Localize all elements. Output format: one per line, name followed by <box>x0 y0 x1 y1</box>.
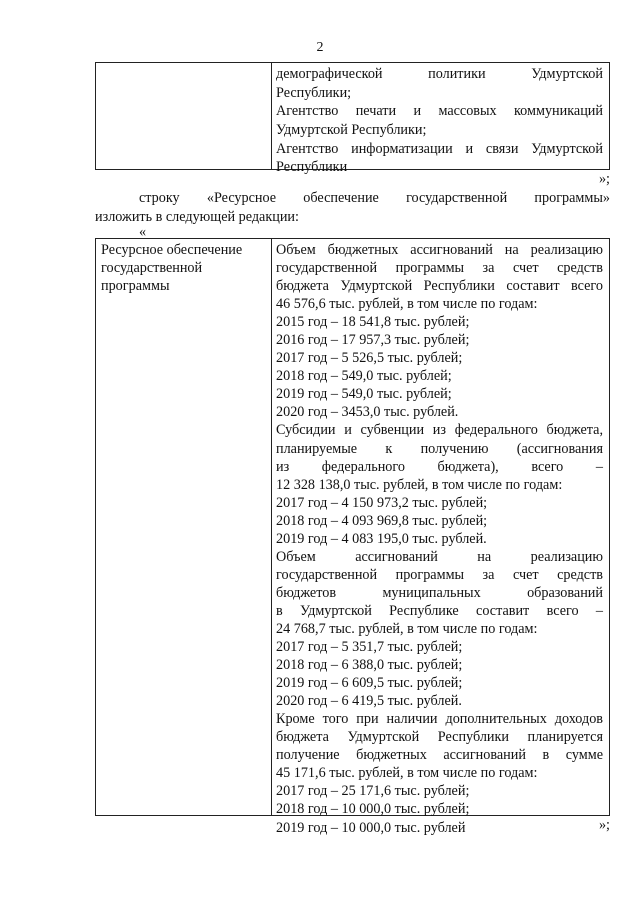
cell-text-line: Субсидии и субвенции из федерального бюджета, <box>276 422 603 439</box>
cell-text-line: 2019 год – 10 000,0 тыс. рублей <box>276 819 466 836</box>
cell-text-line: 46 576,6 тыс. рублей, в том числе по годам: <box>276 296 538 313</box>
column-divider <box>271 239 272 815</box>
closing-quote: »; <box>598 171 610 187</box>
cell-text-line: 2017 год – 5 526,5 тыс. рублей; <box>276 350 463 367</box>
row-header-line: программы <box>101 278 170 295</box>
cell-text-line: демографической политики Удмуртской <box>276 66 603 82</box>
row-header-line: государственной <box>101 260 203 277</box>
cell-text-line: 2016 год – 17 957,3 тыс. рублей; <box>276 332 470 349</box>
cell-text-line: в Удмуртской Республике составит всего – <box>276 602 603 619</box>
cell-text-line: бюджетов муниципальных образований <box>276 584 603 601</box>
paragraph-line: изложить в следующей редакции: <box>95 208 299 225</box>
cell-text-line: Объем ассигнований на реализацию <box>276 548 603 565</box>
closing-quote: »; <box>598 817 610 833</box>
cell-text-line: 2020 год – 3453,0 тыс. рублей. <box>276 404 459 421</box>
cell-text-line: 2017 год – 5 351,7 тыс. рублей; <box>276 639 463 656</box>
cell-text-line: получение бюджетных ассигнований в сумме <box>276 747 603 764</box>
cell-text-line: 2019 год – 6 609,5 тыс. рублей; <box>276 675 463 692</box>
cell-text-line: планируемые к получению (ассигнования <box>276 440 603 457</box>
cell-text-line: 24 768,7 тыс. рублей, в том числе по годам: <box>276 620 538 637</box>
cell-text-line: 2018 год – 6 388,0 тыс. рублей; <box>276 657 463 674</box>
cell-text-line: Удмуртской Республики; <box>276 122 427 139</box>
cell-text-line: Агентство печати и массовых коммуникаций <box>276 103 603 120</box>
cell-text-line: 2018 год – 10 000,0 тыс. рублей; <box>276 801 470 818</box>
cell-text-line: из федерального бюджета), всего – <box>276 458 603 475</box>
cell-text-line: государственной программы за счет средств <box>276 566 603 583</box>
cell-text-line: 2018 год – 4 093 969,8 тыс. рублей; <box>276 512 488 529</box>
cell-text-line: 2018 год – 549,0 тыс. рублей; <box>276 368 452 385</box>
cell-text-line: 2020 год – 6 419,5 тыс. рублей. <box>276 693 462 710</box>
cell-text-line: бюджета Удмуртской Республики составит всего <box>276 278 603 295</box>
cell-text-line: Агентство информатизации и связи Удмуртской <box>276 140 603 157</box>
cell-text-line: 2019 год – 549,0 тыс. рублей; <box>276 386 452 403</box>
column-divider <box>271 63 272 169</box>
cell-text-line: 2017 год – 4 150 973,2 тыс. рублей; <box>276 494 488 511</box>
cell-text-line: 2015 год – 18 541,8 тыс. рублей; <box>276 314 470 331</box>
cell-text-line: 2019 год – 4 083 195,0 тыс. рублей. <box>276 530 487 547</box>
continued-table <box>95 62 610 176</box>
cell-text-line: Республики; <box>276 84 352 101</box>
responsible-agencies-cell <box>276 65 603 177</box>
page-number: 2 <box>316 40 324 55</box>
opening-quote: « <box>139 224 147 240</box>
cell-text-line: 45 171,6 тыс. рублей, в том числе по годам: <box>276 765 538 782</box>
cell-text-line: Республики <box>276 159 348 176</box>
resource-provision-table <box>95 238 610 836</box>
funding-details-cell <box>276 241 603 837</box>
row-header-cell <box>101 241 266 295</box>
cell-text-line: Кроме того при наличии дополнительных доходов <box>276 711 603 728</box>
cell-text-line: 2017 год – 25 171,6 тыс. рублей; <box>276 783 470 800</box>
row-header-line: Ресурсное обеспечение <box>101 242 243 258</box>
amendment-paragraph <box>95 189 610 226</box>
cell-text-line: бюджета Удмуртской Республики планируется <box>276 729 603 746</box>
cell-text-line: государственной программы за счет средств <box>276 260 603 277</box>
paragraph-line: строку «Ресурсное обеспечение государственной программы» <box>139 190 610 206</box>
cell-text-line: Объем бюджетных ассигнований на реализацию <box>276 242 603 258</box>
cell-text-line: 12 328 138,0 тыс. рублей, в том числе по годам: <box>276 476 563 493</box>
